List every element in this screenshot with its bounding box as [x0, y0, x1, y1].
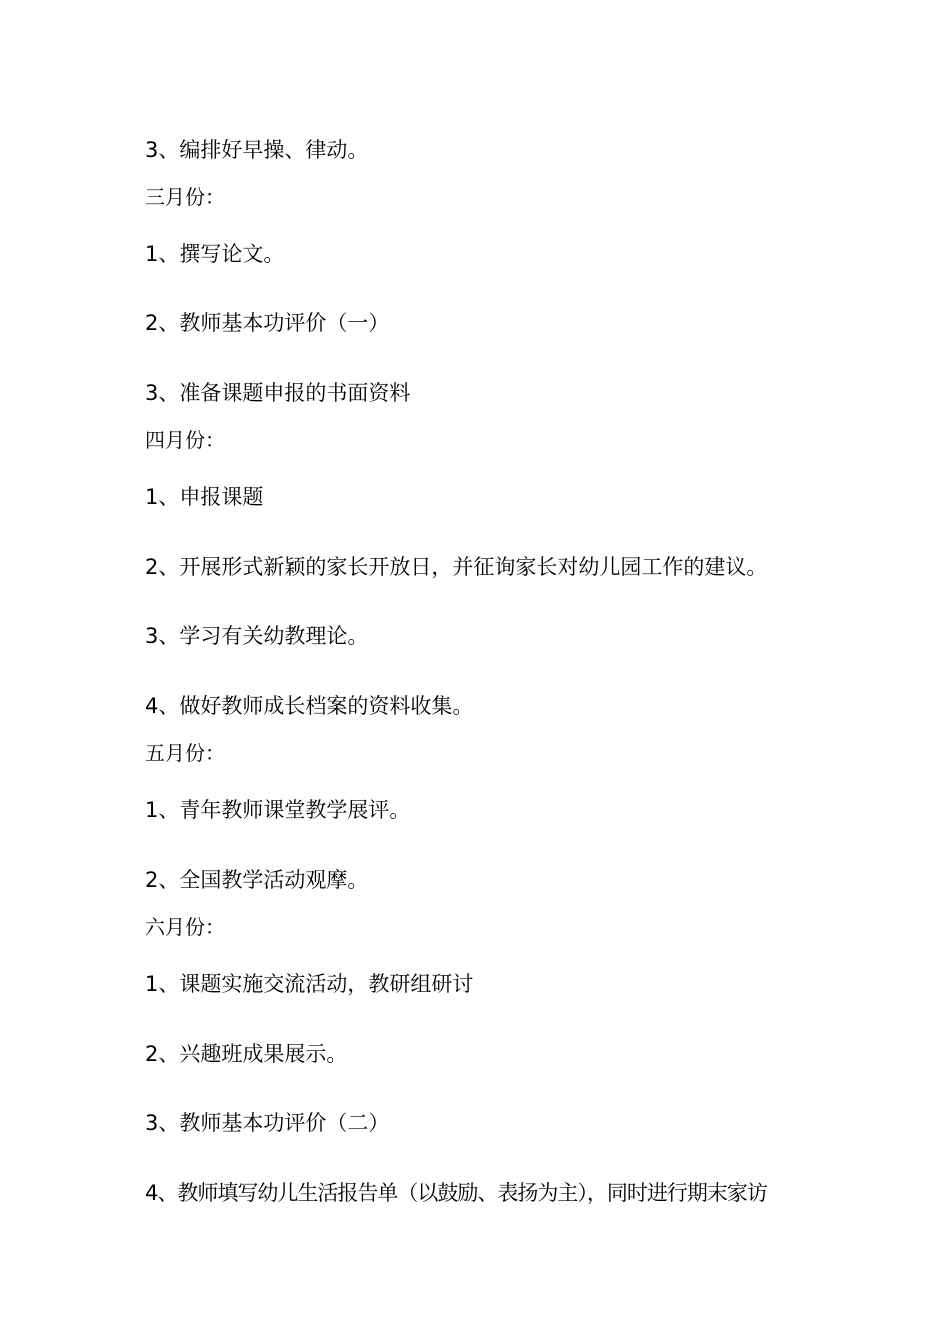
list-item: 4、教师填写幼儿生活报告单（以鼓励、表扬为主），同时进行期末家访 — [145, 1181, 767, 1205]
list-item: 1、撰写论文。 — [145, 242, 285, 266]
list-item: 3、编排好早操、律动。 — [145, 138, 369, 162]
list-item: 2、兴趣班成果展示。 — [145, 1042, 348, 1066]
list-item: 1、申报课题 — [145, 485, 264, 509]
list-item: 2、全国教学活动观摩。 — [145, 868, 369, 892]
list-item: 1、课题实施交流活动，教研组研讨 — [145, 972, 474, 996]
list-item: 3、教师基本功评价（二） — [145, 1111, 390, 1135]
list-item: 2、教师基本功评价（一） — [145, 311, 390, 335]
list-item: 2、开展形式新颖的家长开放日，并征询家长对幼儿园工作的建议。 — [145, 555, 768, 579]
month-heading-june: 六月份： — [145, 915, 225, 939]
list-item: 3、准备课题申报的书面资料 — [145, 381, 411, 405]
month-heading-april: 四月份： — [145, 428, 225, 452]
month-heading-march: 三月份： — [145, 185, 225, 209]
list-item: 3、学习有关幼教理论。 — [145, 624, 369, 648]
list-item: 4、做好教师成长档案的资料收集。 — [145, 694, 474, 718]
month-heading-may: 五月份： — [145, 741, 225, 765]
list-item: 1、青年教师课堂教学展评。 — [145, 798, 411, 822]
